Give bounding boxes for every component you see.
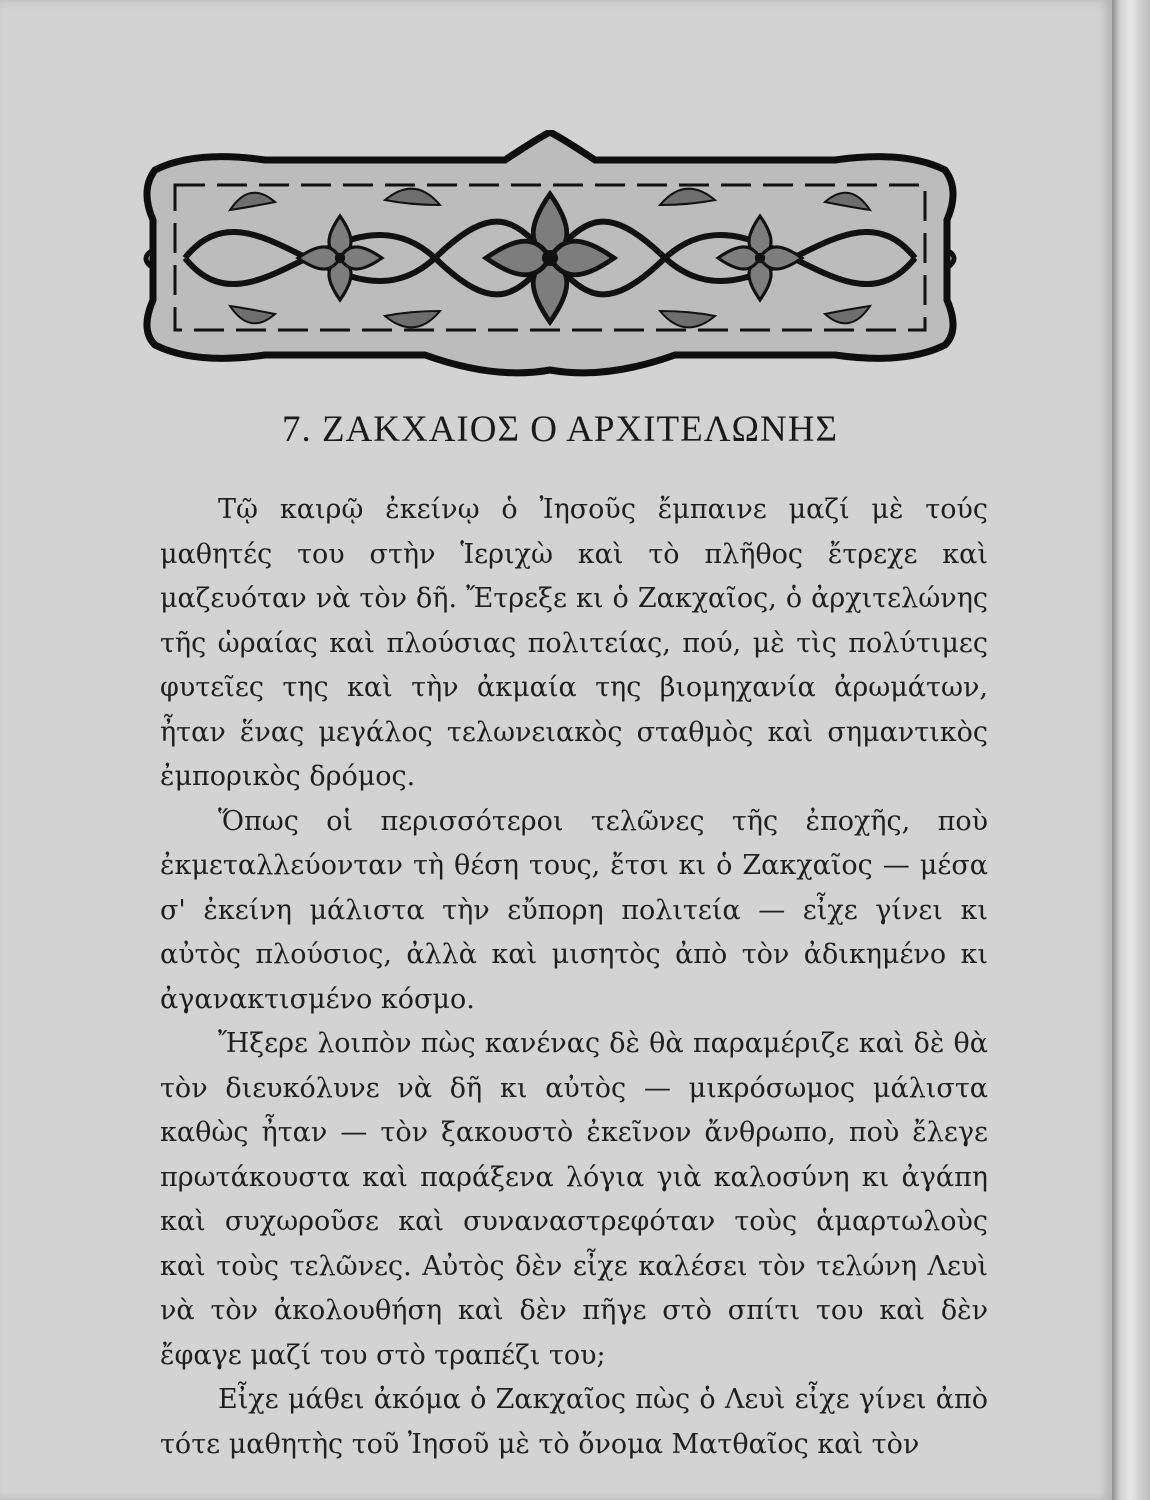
paragraph: Ὅπως οἱ περισσότεροι τελῶνες τῆς ἐποχῆς, ποὺ ἐκμεταλλεύονταν τὴ θέση τους, ἔτσι κι ὁ Ζακχαῖος — μέσα σ' ἐκείνη μάλιστα τὴν εὔπορη πολιτεία — εἶχε γίνει κι αὐτὸς πλούσιος, ἀλλὰ καὶ μισητὸς ἀπὸ τὸν ἀδικημένο κι ἀγανακτισμένο κόσμο. [160, 805, 988, 1015]
paragraph: Τῷ καιρῷ ἐκείνῳ ὁ Ἰησοῦς ἔμπαινε μαζί μὲ τούς μαθητές του στὴν Ἱεριχὼ καὶ τὸ πλῆθος ἔτρεχε καὶ μαζευόταν νὰ τὸν δῆ. Ἔτρεξε κι ὁ Ζακχαῖος, ὁ ἀρχιτελώνης τῆς ὡραίας καὶ πλούσιας πολιτείας, πού, μὲ τὶς πολύτιμες φυτεῖες της καὶ τὴν ἀκμαία της βιομηχανία ἀρωμάτων, ἦταν ἕνας μεγάλος τελωνειακὸς σταθμὸς καὶ σημαντικὸς ἐμπορικὸς δρόμος. [160, 494, 988, 792]
chapter-title: 7. ΖΑΚΧΑΙΟΣ Ο ΑΡΧΙΤΕΛΩΝΗΣ [281, 409, 839, 450]
paragraph: Ἤξερε λοιπὸν πὼς κανένας δὲ θὰ παραμέριζε καὶ δὲ θὰ τὸν διευκόλυνε νὰ δῆ κι αὐτὸς — μικρόσωμος μάλιστα καθὼς ἦταν — τὸν ξακουστὸ ἐκεῖνον ἄνθρωπο, ποὺ ἔλεγε πρωτάκουστα καὶ παράξενα λόγια γιὰ καλοσύνη κι ἀγάπη καὶ συχωροῦσε καὶ συναναστρεφόταν τοὺς ἁμαρτωλοὺς καὶ τοὺς τελῶνες. Αὐτὸς δὲν εἶχε καλέσει τὸν τελώνη Λευὶ νὰ τὸν ἀκολουθήση καὶ δὲν πῆγε στὸ σπίτι του καὶ δὲν ἔφαγε μαζί του στὸ τραπέζι του; [160, 1028, 988, 1371]
decorative-headpiece-ornament [135, 130, 965, 380]
paragraph: Εἶχε μάθει ἀκόμα ὁ Ζακχαῖος πὼς ὁ Λευὶ εἶχε γίνει ἀπὸ τότε μαθητὴς τοῦ Ἰησοῦ μὲ τὸ ὄνομα Ματθαῖος καὶ τὸν [160, 1384, 988, 1460]
page-edge [1112, 0, 1150, 1500]
chapter-body [160, 488, 988, 1467]
